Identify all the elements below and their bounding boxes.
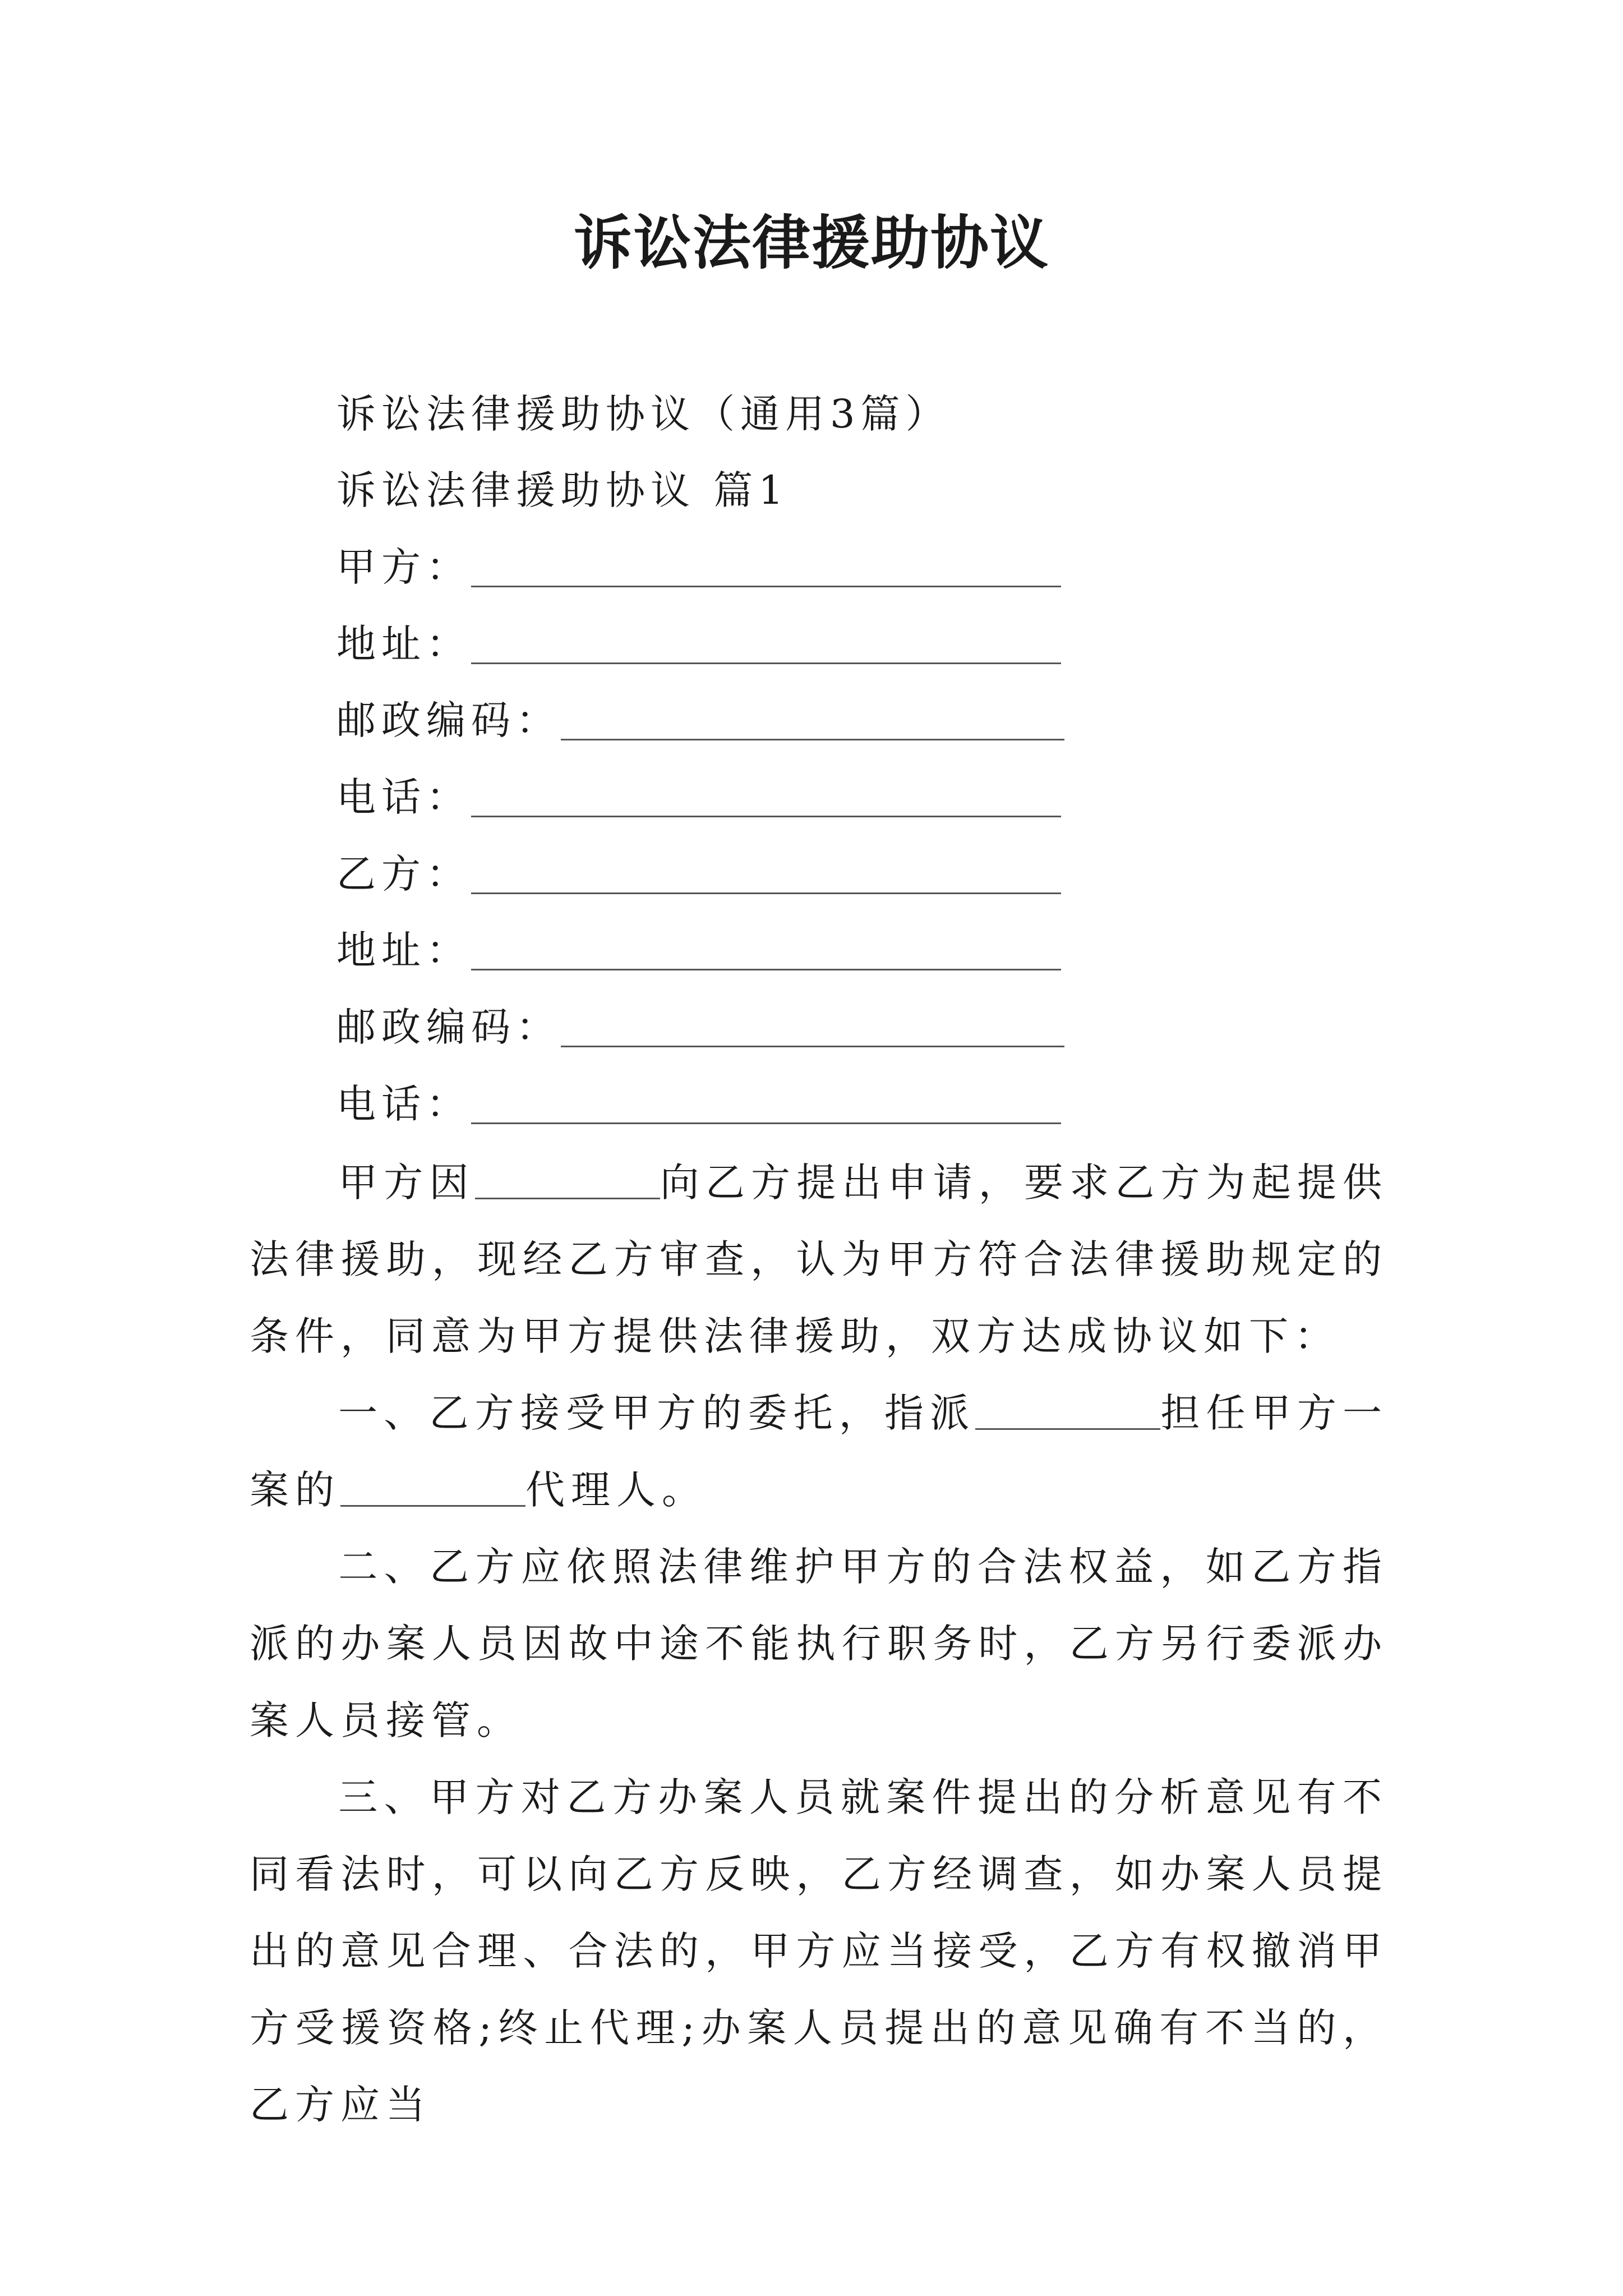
party-a-phone-blank xyxy=(471,782,1061,817)
party-a-address-label: 地址： xyxy=(336,621,471,667)
document-subtitle: 诉讼法律援助协议（通用3篇） xyxy=(336,391,951,437)
intro-text-part2: 向乙方提出申请，要求乙方为起提供法律援助，现经乙方审查，认为甲方符合法律援助规定的条件，同意为甲方提供法律援助，双方达成协议如下： xyxy=(250,1159,1389,1359)
clause-1-text-part1: 一、乙方接受甲方的委托，指派 xyxy=(338,1390,976,1436)
party-b-name-row xyxy=(336,846,1061,902)
clause-2-paragraph xyxy=(250,1529,1388,1759)
party-b-phone-label: 电话： xyxy=(336,1081,471,1127)
party-a-postcode-row xyxy=(336,692,1064,748)
party-a-phone-row xyxy=(336,769,1061,825)
party-b-address-label: 地址： xyxy=(336,927,471,973)
clause-3-text: 三、甲方对乙方办案人员就案件提出的分析意见有不同看法时，可以向乙方反映，乙方经调查，如办案人员提出的意见合理、合法的，甲方应当接受，乙方有权撤消甲方受援资格;终止代理;办案人员提出的意见确有不当的，乙方应当 xyxy=(250,1774,1388,2128)
party-b-address-blank xyxy=(471,935,1061,970)
section-heading: 诉讼法律援助协议 篇1 xyxy=(336,467,789,513)
party-b-name-label: 乙方： xyxy=(336,851,471,897)
party-a-phone-label: 电话： xyxy=(336,774,471,820)
party-b-phone-row xyxy=(336,1076,1061,1132)
intro-text-part1: 甲方因 xyxy=(338,1159,475,1205)
document-title: 诉讼法律援助协议 xyxy=(573,208,1049,277)
clause-1-blank-role xyxy=(340,1471,525,1507)
clause-1-text-part3: 代理人。 xyxy=(525,1467,707,1513)
party-a-name-label: 甲方： xyxy=(336,544,471,590)
intro-blank xyxy=(475,1164,660,1199)
clause-1-paragraph xyxy=(250,1375,1388,1529)
intro-paragraph xyxy=(250,1144,1388,1375)
party-a-name-row xyxy=(336,539,1061,595)
party-b-address-row xyxy=(336,922,1061,978)
party-b-phone-blank xyxy=(471,1089,1061,1124)
party-b-postcode-row xyxy=(336,999,1064,1055)
party-a-postcode-blank xyxy=(561,705,1064,740)
party-a-postcode-label: 邮政编码： xyxy=(336,697,561,743)
party-a-name-blank xyxy=(471,552,1061,587)
clause-1-blank-designee xyxy=(975,1395,1160,1430)
clause-3-paragraph xyxy=(250,1759,1388,2143)
party-b-postcode-blank xyxy=(561,1012,1064,1047)
party-b-postcode-label: 邮政编码： xyxy=(336,1004,561,1050)
party-a-address-blank xyxy=(471,629,1061,664)
party-b-name-blank xyxy=(471,859,1061,894)
clause-1-text-part2: 担任甲方一案的 xyxy=(250,1390,1388,1513)
clause-2-text: 二、乙方应依照法律维护甲方的合法权益，如乙方指派的办案人员因故中途不能执行职务时，乙方另行委派办案人员接管。 xyxy=(250,1544,1388,1743)
party-a-address-row xyxy=(336,616,1061,672)
